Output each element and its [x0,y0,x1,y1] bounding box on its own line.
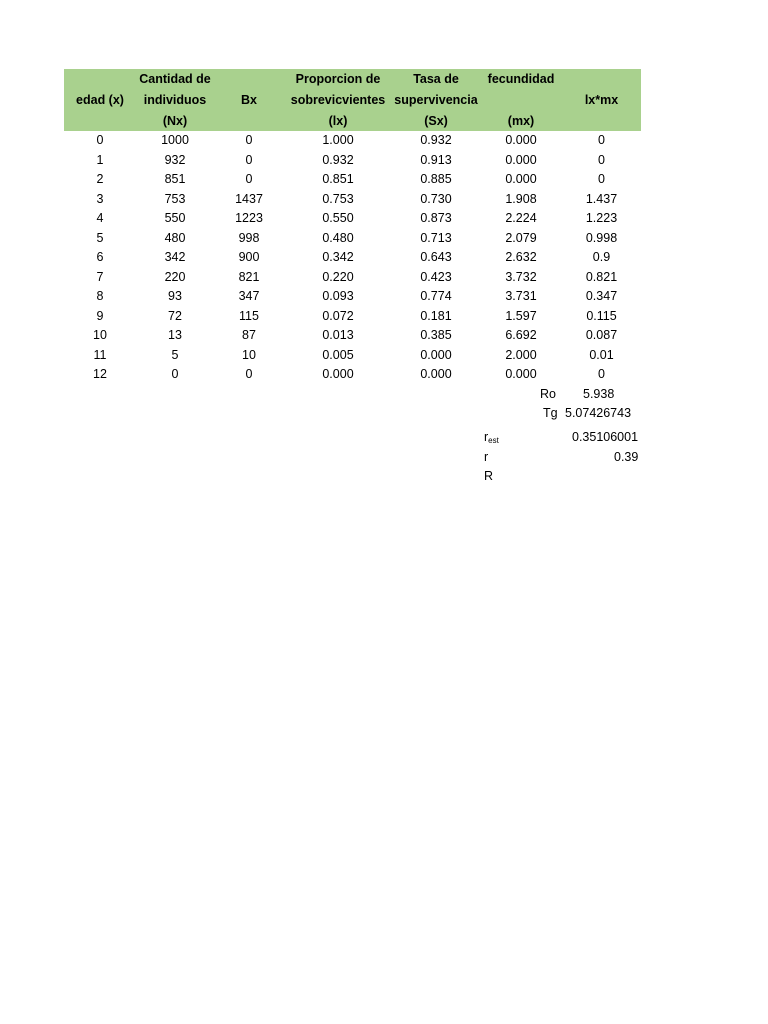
table-cell: 4 [96,211,104,225]
table-cell: 0.005 [322,347,354,362]
table-cell: 0.643 [420,250,452,264]
table-cell: 2.079 [505,230,537,245]
header-cell: Tasa de [392,69,480,90]
header-cell: Cantidad de [136,69,214,90]
header-cell: (lx) [284,111,392,131]
tg-label: Tg [543,406,558,420]
table-cell: 10 [93,328,107,342]
table-cell: 8 [96,289,104,303]
table-body [64,131,641,385]
table-cell: 0.9 [592,250,611,264]
r-label: r [484,450,489,464]
table-cell: 0.087 [585,328,618,342]
table-cell: 220 [164,269,186,284]
table-cell: 1000 [161,133,189,147]
table-cell: 0.851 [322,172,354,186]
table-row [64,268,641,288]
table-cell: 0.000 [420,367,452,381]
header-cell: supervivencia [392,90,480,111]
table-cell: 0.181 [420,308,452,323]
ro-value: 5.938 [583,387,615,401]
header-cell: (Nx) [136,111,214,131]
table-row [64,326,641,346]
header-cell [64,111,136,131]
table-cell: 6.692 [505,328,537,342]
table-cell: 821 [238,269,260,284]
table-cell: 0.753 [322,191,354,206]
table-cell: 0.730 [420,191,452,206]
table-cell: 1.908 [505,191,537,206]
table-cell: 1.000 [322,133,354,147]
table-cell: 900 [238,250,260,264]
table-cell: 5 [96,230,104,245]
header-cell [480,90,562,111]
table-cell: 0.913 [420,152,452,167]
r-est-subscript: est [488,436,499,445]
table-cell: 0.713 [420,230,452,245]
table-cell: 0.821 [585,269,618,284]
table-cell: 0 [245,172,253,186]
table-cell: 2 [96,172,104,186]
table-cell: 550 [164,211,186,225]
table-cell: 0 [598,152,605,167]
header-cell: (Sx) [392,111,480,131]
header-cell: (mx) [480,111,562,131]
table-cell: 480 [164,230,186,245]
r-est-value: 0.35106001 [572,430,639,444]
r-value: 0.39 [614,450,639,464]
r-est-label [484,429,499,449]
table-cell: 0 [598,367,605,381]
table-cell: 0 [96,133,104,147]
table-cell: 0.220 [322,269,354,284]
table-cell: 932 [164,152,186,167]
table-cell: 0 [598,133,605,147]
table-cell: 0.774 [420,289,452,303]
table-cell: 0.01 [589,347,614,362]
table-cell: 9 [96,308,104,323]
life-table [64,69,641,385]
table-cell: 7 [96,269,104,284]
table-cell: 0.072 [322,308,354,323]
table-row [64,151,641,171]
table-row [64,287,641,307]
table-cell: 0.347 [585,289,618,303]
table-row [64,170,641,190]
header-cell [214,111,284,131]
table-cell: 2.224 [505,211,537,225]
ro-label: Ro [540,387,556,401]
table-cell: 72 [168,308,182,323]
header-cell [562,69,641,90]
table-row [64,190,641,210]
table-cell: 2.000 [505,347,537,362]
table-cell: 3.731 [505,289,537,303]
table-cell: 1437 [235,191,263,206]
table-cell: 347 [238,289,260,303]
header-row-3 [64,111,641,131]
table-row [64,307,641,327]
header-cell: sobrevicvientes [284,90,392,111]
table-cell: 5 [171,347,179,362]
table-row [64,131,641,151]
table-cell: 0.000 [505,133,537,147]
header-cell: edad (x) [64,90,136,111]
header-row-1 [64,69,641,90]
table-cell: 0.093 [322,289,354,303]
table-cell: 1.597 [505,308,537,323]
table-cell: 0.000 [505,367,537,381]
table-cell: 12 [93,367,107,381]
header-cell: lx*mx [562,90,641,111]
r-est-letter: r [484,430,489,444]
header-cell [214,69,284,90]
table-cell: 753 [164,191,186,206]
table-cell: 0.932 [420,133,452,147]
table-cell: 93 [168,289,182,303]
spreadsheet [64,69,641,385]
table-cell: 0.000 [505,172,537,186]
table-cell: 0.342 [322,250,354,264]
header-cell [64,69,136,90]
table-cell: 0.000 [420,347,452,362]
table-cell: 1.223 [585,211,618,225]
header-cell: fecundidad [480,69,562,90]
table-cell: 0 [245,133,253,147]
table-row [64,248,641,268]
table-cell: 1 [96,152,104,167]
header-cell: Proporcion de [284,69,392,90]
table-row [64,365,641,385]
table-cell: 87 [242,328,256,342]
table-cell: 3 [96,191,104,206]
table-cell: 1.437 [585,191,618,206]
table-cell: 1223 [235,211,263,225]
table-cell: 2.632 [505,250,537,264]
table-cell: 0.385 [420,328,452,342]
table-cell: 0.000 [322,367,354,381]
table-cell: 0.885 [420,172,452,186]
table-cell: 0.480 [322,230,354,245]
tg-value: 5.07426743 [565,406,632,420]
header-cell: Bx [214,90,284,111]
table-cell: 0.998 [585,230,618,245]
big-r-label: R [484,469,494,483]
header-row-2 [64,90,641,111]
table-cell: 342 [164,250,186,264]
table-cell: 998 [238,230,260,245]
table-row [64,346,641,366]
table-cell: 0 [245,152,253,167]
table-cell: 11 [93,347,107,362]
table-cell: 0.013 [322,328,354,342]
table-cell: 0 [598,172,605,186]
table-cell: 0.550 [322,211,354,225]
table-cell: 851 [164,172,186,186]
table-cell: 13 [168,328,182,342]
table-header [64,69,641,131]
table-cell: 0 [171,367,179,381]
table-cell: 0 [245,367,253,381]
table-cell: 0.932 [322,152,354,167]
table-cell: 0.115 [586,308,617,323]
header-cell: individuos [136,90,214,111]
table-cell: 6 [96,250,104,264]
table-cell: 0.873 [420,211,452,225]
table-cell: 0.423 [420,269,452,284]
table-cell: 0.000 [505,152,537,167]
table-row [64,229,641,249]
table-cell: 10 [242,347,256,362]
table-row [64,209,641,229]
table-cell: 115 [239,308,259,323]
table-cell: 3.732 [505,269,537,284]
header-cell [562,111,641,131]
